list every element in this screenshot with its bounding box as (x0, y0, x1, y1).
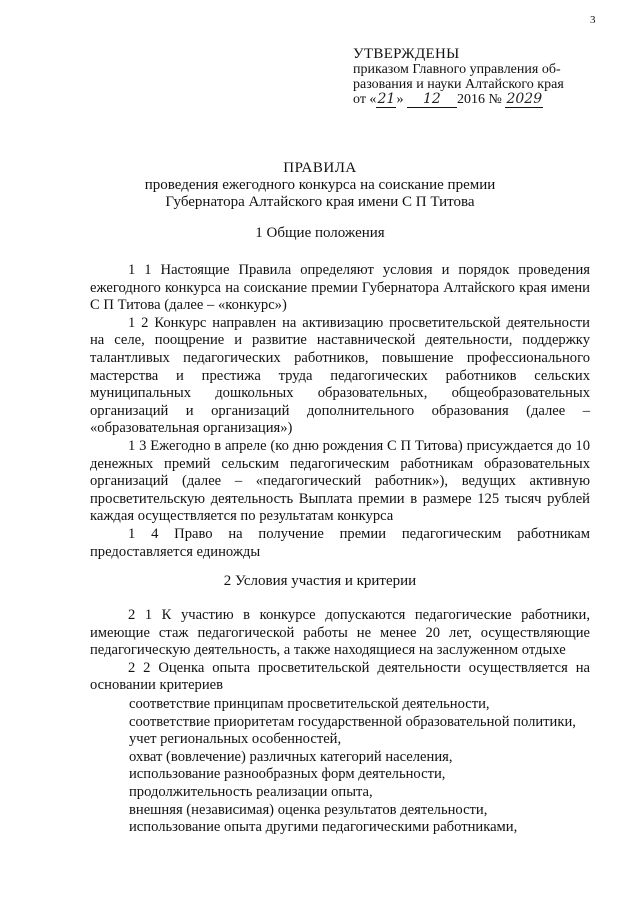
date-year: 2016 № (456, 92, 502, 107)
approval-line-1: приказом Главного управления об- (353, 62, 561, 77)
section-1-heading: 1 Общие положения (255, 225, 385, 241)
document-title (60, 160, 580, 211)
order-number: 2029 (506, 91, 543, 107)
paragraph-1-3: 1 3 Ежегодно в апреле (ко дню рождения С П Титова) присуждается до 10 денежных премий сельским педагогическим работникам образовательных организаций (далее – «педагогический работник»), ведущих активную просветительскую деятельность Выплата премии в размере 125 тысяч рублей каждая осуществляется по результатам конкурса (90, 437, 590, 525)
page-number: 3 (590, 14, 596, 26)
criteria-list (129, 696, 599, 837)
criteria-item: использование разнообразных форм деятельности, (129, 766, 446, 783)
approval-heading: УТВЕРЖДЕНЫ (353, 46, 460, 62)
paragraph-1-4: 1 4 Право на получение премии педагогическим работникам предоставляется единожды (90, 525, 590, 560)
criteria-item: внешняя (независимая) оценка результатов деятельности, (129, 801, 488, 818)
section-1-body (90, 262, 590, 561)
paragraph-1-1: 1 1 Настоящие Правила определяют условия и порядок проведения ежегодного конкурса на соискание премии Губернатора Алтайского края имени С П Титова (далее – «конкурс») (90, 262, 590, 314)
date-day: 21 (377, 91, 396, 107)
criteria-item: использование опыта другими педагогическими работниками, (129, 819, 518, 836)
section-2-heading: 2 Условия участия и критерии (223, 573, 417, 589)
approval-date-line (353, 92, 598, 108)
criteria-item: учет региональных особенностей, (129, 731, 342, 748)
date-month: 12 (407, 92, 457, 108)
approval-line-2: разования и науки Алтайского края (353, 77, 564, 92)
title-sub-1: проведения ежегодного конкурса на соискание премии (144, 177, 496, 193)
title-main: ПРАВИЛА (283, 160, 357, 176)
approval-stamp (353, 47, 598, 108)
paragraph-2-2: 2 2 Оценка опыта просветительской деятельности осуществляется на основании критериев (90, 659, 590, 694)
paragraph-2-1: 2 1 К участию в конкурсе допускаются педагогические работники, имеющие стаж педагогической работы не менее 20 лет, осуществляющие педагогическую деятельность, а также находящиеся на заслуженном отдыхе (90, 607, 590, 659)
date-prefix: от « (353, 92, 377, 107)
date-sep: » (396, 92, 404, 107)
title-sub-2: Губернатора Алтайского края имени С П Титова (165, 194, 475, 210)
criteria-item: соответствие принципам просветительской деятельности, (129, 696, 490, 712)
criteria-item: продолжительность реализации опыта, (129, 783, 373, 800)
section-2-body (90, 607, 590, 695)
paragraph-1-2: 1 2 Конкурс направлен на активизацию просветительской деятельности на селе, поощрение и развитие наставнической деятельности, поддержку талантливых педагогических работников, повышение профессионального мастерства и престижа труда педагогических работников сельских муниципальных дошкольных образовательных, общеобразовательных организаций и организаций дополнительного образования (далее – «образовательная организация») (90, 314, 590, 437)
criteria-item: соответствие приоритетам государственной образовательной политики, (129, 713, 576, 730)
criteria-item: охват (вовлечение) различных категорий населения, (129, 748, 453, 765)
